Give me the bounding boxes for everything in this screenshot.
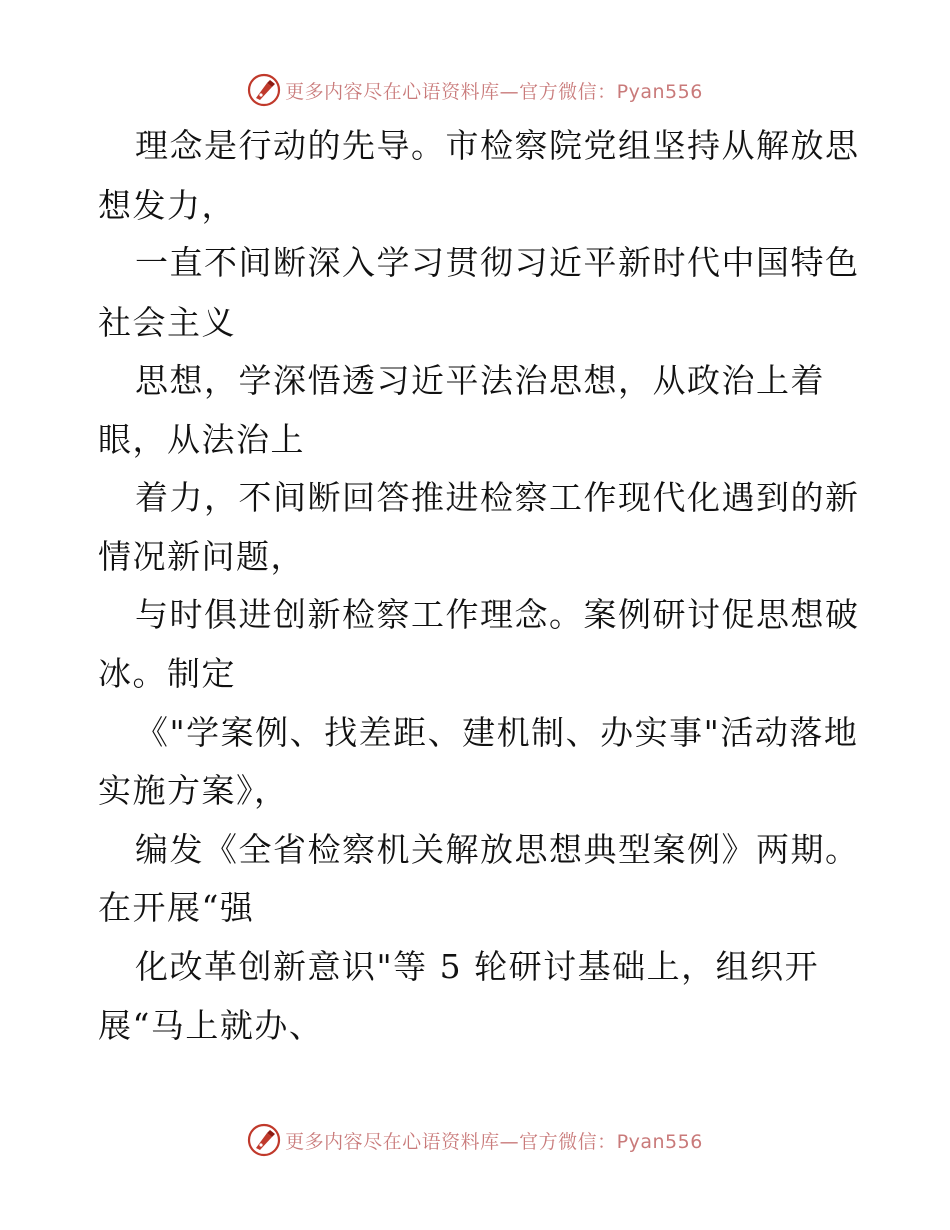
watermark-text: 更多内容尽在心语资料库—官方微信：Pyan556 <box>285 1130 703 1153</box>
paragraph-2-line-2: 社会主义 <box>98 303 236 342</box>
paragraph-6-line-1: 《"学案例、找差距、建机制、办实事"活动落地 <box>135 713 859 752</box>
paragraph-4-line-1: 着力，不间断回答推进检察工作现代化遇到的新 <box>135 478 860 517</box>
paragraph-3-line-1: 思想，学深悟透习近平法治思想，从政治上着 <box>135 361 825 400</box>
paragraph-3-line-2: 眼，从法治上 <box>98 420 305 459</box>
paragraph-4-line-2: 情况新问题， <box>98 537 305 576</box>
pen-nib-logo-icon <box>247 1123 281 1157</box>
paragraph-7-line-2: 在开展“强 <box>98 888 255 927</box>
paragraph-1-line-2: 想发力， <box>98 186 236 225</box>
header-watermark <box>0 70 950 110</box>
paragraph-8-line-2: 展“马上就办、 <box>98 1006 324 1045</box>
footer-watermark <box>0 1120 950 1160</box>
paragraph-5-line-1: 与时俱进创新检察工作理念。案例研讨促思想破 <box>135 595 860 634</box>
paragraph-5-line-2: 冰。制定 <box>98 654 236 693</box>
paragraph-6-line-2: 实施方案》， <box>98 771 289 810</box>
pen-nib-logo-icon <box>247 73 281 107</box>
paragraph-1-line-1: 理念是行动的先导。市检察院党组坚持从解放思 <box>135 126 860 165</box>
paragraph-7-line-1: 编发《全省检察机关解放思想典型案例》两期。 <box>135 830 860 869</box>
watermark-text: 更多内容尽在心语资料库—官方微信：Pyan556 <box>285 80 703 103</box>
paragraph-2-line-1: 一直不间断深入学习贯彻习近平新时代中国特色 <box>135 243 860 282</box>
paragraph-8-line-1: 化改革创新意识"等 5 轮研讨基础上，组织开 <box>135 947 820 986</box>
